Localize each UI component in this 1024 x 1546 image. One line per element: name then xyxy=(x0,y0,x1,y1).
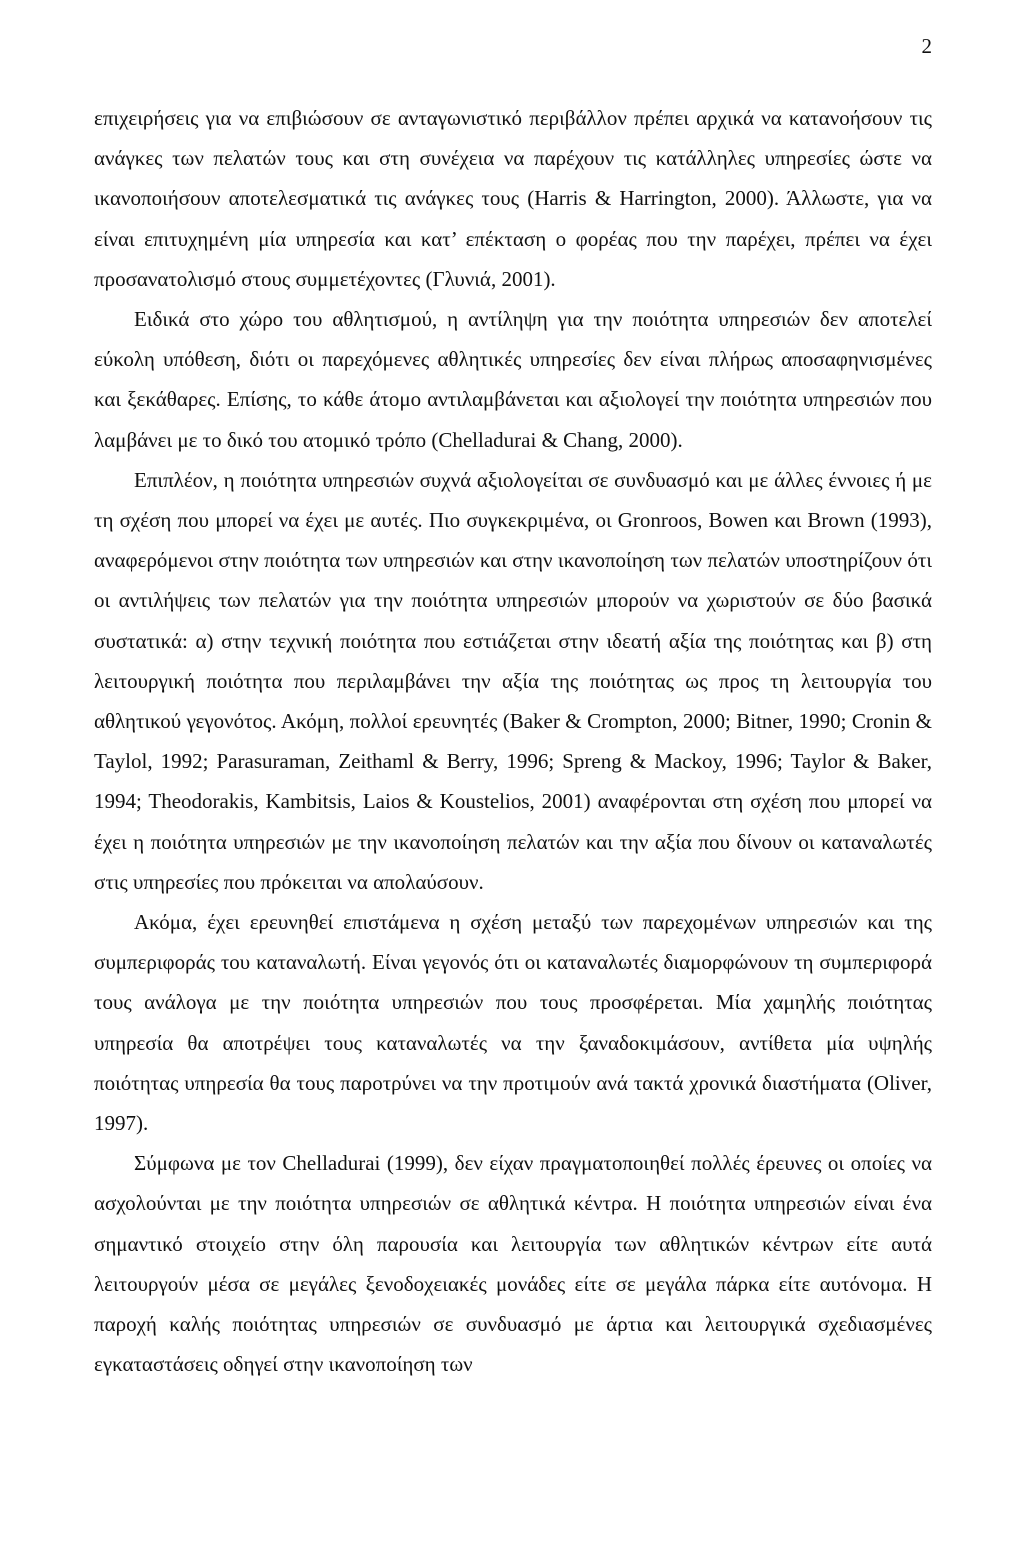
paragraph-1 xyxy=(94,98,932,299)
sentence: Είναι γεγονός ότι οι καταναλωτές διαμορφώνουν τη συμπεριφορά τους ανάλογα με την ποιότητα υπηρεσιών που τους προσφέρεται. xyxy=(94,950,933,1015)
document-body xyxy=(94,98,932,1385)
sentence: Η ποιότητα υπηρεσιών είναι ένα σημαντικό στοιχείο στην όλη παρουσία και λειτουργία των αθλητικών κέντρων είτε αυτά λειτουργούν μέσα σε μεγάλες ξενοδοχειακές μονάδες είτε σε μεγάλα πάρκα είτε αυτόνομα. xyxy=(94,1191,932,1296)
sentence: Επιπλέον, η ποιότητα υπηρεσιών συχνά αξιολογείται σε συνδυασμό και με άλλες έννοιες ή με τη σχέση που μπορεί να έχει με αυτές. xyxy=(94,467,932,533)
paragraph-4 xyxy=(94,902,932,1143)
sentence: Σύμφωνα με τον Chelladurai (1999), δεν είχαν πραγματοποιηθεί πολλές έρευνες οι οποίες να ασχολούνται με την ποιότητα υπηρεσιών σε αθλητικά κέντρα. xyxy=(94,1151,932,1216)
sentence: Επίσης, το κάθε άτομο αντιλαμβάνεται και αξιολογεί την ποιότητα υπηρεσιών που λαμβάνει με το δικό του ατομικό τρόπο (Chelladurai & Chang, 2000). xyxy=(94,387,932,452)
sentence: επιχειρήσεις για να επιβιώσουν σε ανταγωνιστικό περιβάλλον πρέπει αρχικά να κατανοήσουν τις ανάγκες των πελατών τους και στη συνέχεια να παρέχουν τις κατάλληλες υπηρεσίες ώστε να ικανοποιήσουν αποτελεσματικά τις ανάγκες τους (Harris & Harrington, 2000). xyxy=(94,106,932,211)
sentence: Μία χαμηλής ποιότητας υπηρεσία θα αποτρέψει τους καταναλωτές να την ξαναδοκιμάσουν, αντίθετα μία υψηλής ποιότητας υπηρεσία θα τους παροτρύνει να την προτιμούν ανά τακτά χρονικά διαστήματα (Oliver, 1997). xyxy=(94,990,932,1136)
sentence: Ακόμη, πολλοί ερευνητές (Baker & Crompton, 2000; Bitner, 1990; Cronin & Taylol, 1992; Parasuraman, Zeithaml & Berry, 1996; Spreng & Mackoy, 1996; Taylor & Baker, 1994; Theodorakis, Kambitsis, Laios & Koustelios, 2001) αναφέρονται στη σχέση που μπορεί να έχει η ποιότητα υπηρεσιών με την ικανοποίηση πελατών και την αξία που δίνουν οι καταναλωτές στις υπηρεσίες που πρόκειται να απολαύσουν. xyxy=(94,709,932,894)
sentence: Ακόμα, έχει ερευνηθεί επιστάμενα η σχέση μεταξύ των παρεχομένων υπηρεσιών και της συμπεριφοράς του καταναλωτή. xyxy=(94,910,932,975)
sentence: Ειδικά στο χώρο του αθλητισμού, η αντίληψη για την ποιότητα υπηρεσιών δεν αποτελεί εύκολη υπόθεση, διότι οι παρεχόμενες αθλητικές υπηρεσίες δεν είναι πλήρως αποσαφηνισμένες και ξεκάθαρες. xyxy=(94,307,932,412)
paragraph-5 xyxy=(94,1143,932,1384)
page-number: 2 xyxy=(921,34,932,58)
sentence: Η παροχή καλής ποιότητας υπηρεσιών σε συνδυασμό με άρτια και λειτουργικά σχεδιασμένες εγκαταστάσεις οδηγεί στην ικανοποίηση των xyxy=(94,1271,933,1377)
sentence: Άλλωστε, για να είναι επιτυχημένη μία υπηρεσία και κατ’ επέκταση ο φορέας που την παρέχει, πρέπει να έχει προσανατολισμό στους συμμετέχοντες (Γλυνιά, 2001). xyxy=(94,186,933,291)
paragraph-3 xyxy=(94,460,932,902)
sentence: Πιο συγκεκριμένα, οι Gronroos, Bowen και Brown (1993), αναφερόμενοι στην ποιότητα των υπηρεσιών και στην ικανοποίηση των πελατών υποστηρίζουν ότι οι αντιλήψεις των πελατών για την ποιότητα υπηρεσιών μπορούν να χωριστούν σε δύο βασικά συστατικά: α) στην τεχνική ποιότητα που εστιάζεται στην ιδεατή αξία της ποιότητας και β) στη λειτουργική ποιότητα που περιλαμβάνει την αξία της ποιότητας ως προς τη λειτουργία του αθλητικού γεγονότος. xyxy=(94,508,932,734)
paragraph-2 xyxy=(94,299,932,460)
